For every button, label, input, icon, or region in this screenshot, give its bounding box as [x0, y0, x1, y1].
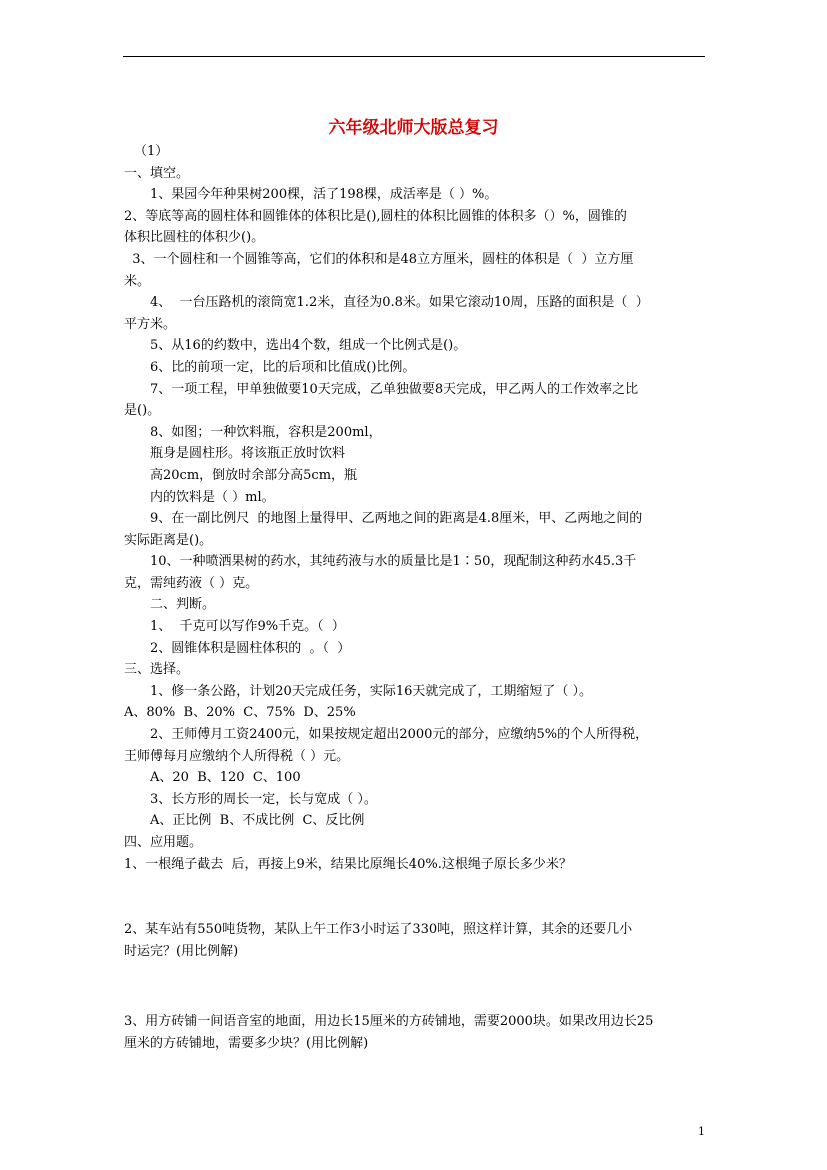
judge-q1: 1、 千克可以写作9%千克。（ ）	[150, 619, 345, 635]
fill-q9-line2: 实际距离是()。	[124, 532, 213, 548]
fill-q3-line2: 米。	[124, 273, 151, 289]
part-label: （1）	[134, 144, 169, 159]
page-number: 1	[698, 1125, 705, 1138]
fill-q8-line4: 内的饮料是（ ）ml。	[150, 489, 275, 505]
fill-q7-line2: 是()。	[124, 403, 161, 419]
choice-q3-options: A、正比例 B、不成比例 C、反比例	[150, 813, 365, 829]
fill-q2-line2: 体积比圆柱的体积少()。	[124, 230, 265, 246]
choice-q2-options: A、20 B、120 C、100	[150, 770, 301, 786]
worksheet-body	[124, 141, 714, 1055]
fill-q8-line2: 瓶身是圆柱形。将该瓶正放时饮料	[150, 446, 346, 462]
fill-q2-line1: 2、等底等高的圆柱体和圆锥体的体积比是(),圆柱的体积比圆锥的体积多（）%，圆锥的	[124, 208, 627, 224]
header-rule	[123, 56, 705, 57]
fill-q5: 5、从16的约数中，选出4个数，组成一个比例式是()。	[150, 338, 467, 354]
apply-q3-line1: 3、用方砖铺一间语音室的地面，用边长15厘米的方砖铺地，需要2000块。如果改用边长25	[124, 1014, 654, 1030]
fill-q1: 1、果园今年种果树200棵，活了198棵，成活率是（ ）%。	[150, 187, 498, 203]
fill-q4-line1: 4、 一台压路机的滚筒宽1.2米，直径为0.8米。如果它滚动10周，压路的面积是（ ）	[150, 295, 649, 311]
choice-q1: 1、修一条公路，计划20天完成任务，实际16天就完成了，工期缩短了（ ）。	[150, 683, 592, 699]
fill-q8-line3: 高20cm，倒放时余部分高5cm，瓶	[150, 467, 358, 483]
choice-q2-line1: 2、王师傅月工资2400元，如果按规定超出2000元的部分，应缴纳5%的个人所得税，	[150, 727, 649, 743]
apply-q2-line2: 时运完？(用比例解)	[124, 943, 239, 959]
choice-q3: 3、长方形的周长一定，长与宽成（ ）。	[150, 791, 377, 807]
section-choice-heading: 三、选择。	[124, 662, 190, 678]
section-fill-heading: 一、填空。	[124, 165, 190, 181]
apply-q1: 1、一根绳子截去 后，再接上9米，结果比原绳长40%.这根绳子原长多少米？	[124, 856, 572, 872]
apply-q2-line1: 2、某车站有550吨货物，某队上午工作3小时运了330吨，照这样计算，其余的还要几小	[124, 922, 633, 938]
answer-space	[124, 875, 714, 919]
choice-q1-options: A、80% B、20% C、75% D、25%	[124, 705, 356, 721]
choice-q2-line2: 王师傅每月应缴纳个人所得税（ ）元。	[124, 748, 350, 764]
answer-space	[124, 962, 714, 1011]
page-title: 六年级北师大版总复习	[328, 118, 499, 138]
fill-q3-line1: 3、一个圆柱和一个圆锥等高，它们的体积和是48立方厘米，圆柱的体积是（ ）立方厘	[124, 251, 634, 267]
fill-q8-line1: 8、如图；一种饮料瓶，容积是200ml，	[150, 424, 382, 440]
section-apply-heading: 四、应用题。	[124, 835, 203, 850]
fill-q4-line2: 平方米。	[124, 316, 177, 332]
apply-q3-line2: 厘米的方砖铺地，需要多少块？(用比例解)	[124, 1035, 369, 1051]
section-judge-heading: 二、判断。	[150, 597, 216, 613]
fill-q6: 6、比的前项一定，比的后项和比值成()比例。	[150, 359, 416, 375]
fill-q10-line2: 克，需纯药液（ ）克。	[124, 575, 259, 591]
fill-q10-line1: 10、一种喷洒果树的药水，其纯药液与水的质量比是1∶50，现配制这种药水45.3千	[150, 554, 637, 570]
fill-q9-line1: 9、在一副比例尺 的地图上量得甲、乙两地之间的距离是4.8厘米，甲、乙两地之间的	[150, 511, 643, 527]
judge-q2: 2、圆锥体积是圆柱体积的 。（ ）	[150, 640, 351, 656]
fill-q7-line1: 7、一项工程，甲单独做要10天完成，乙单独做要8天完成，甲乙两人的工作效率之比	[150, 381, 639, 397]
